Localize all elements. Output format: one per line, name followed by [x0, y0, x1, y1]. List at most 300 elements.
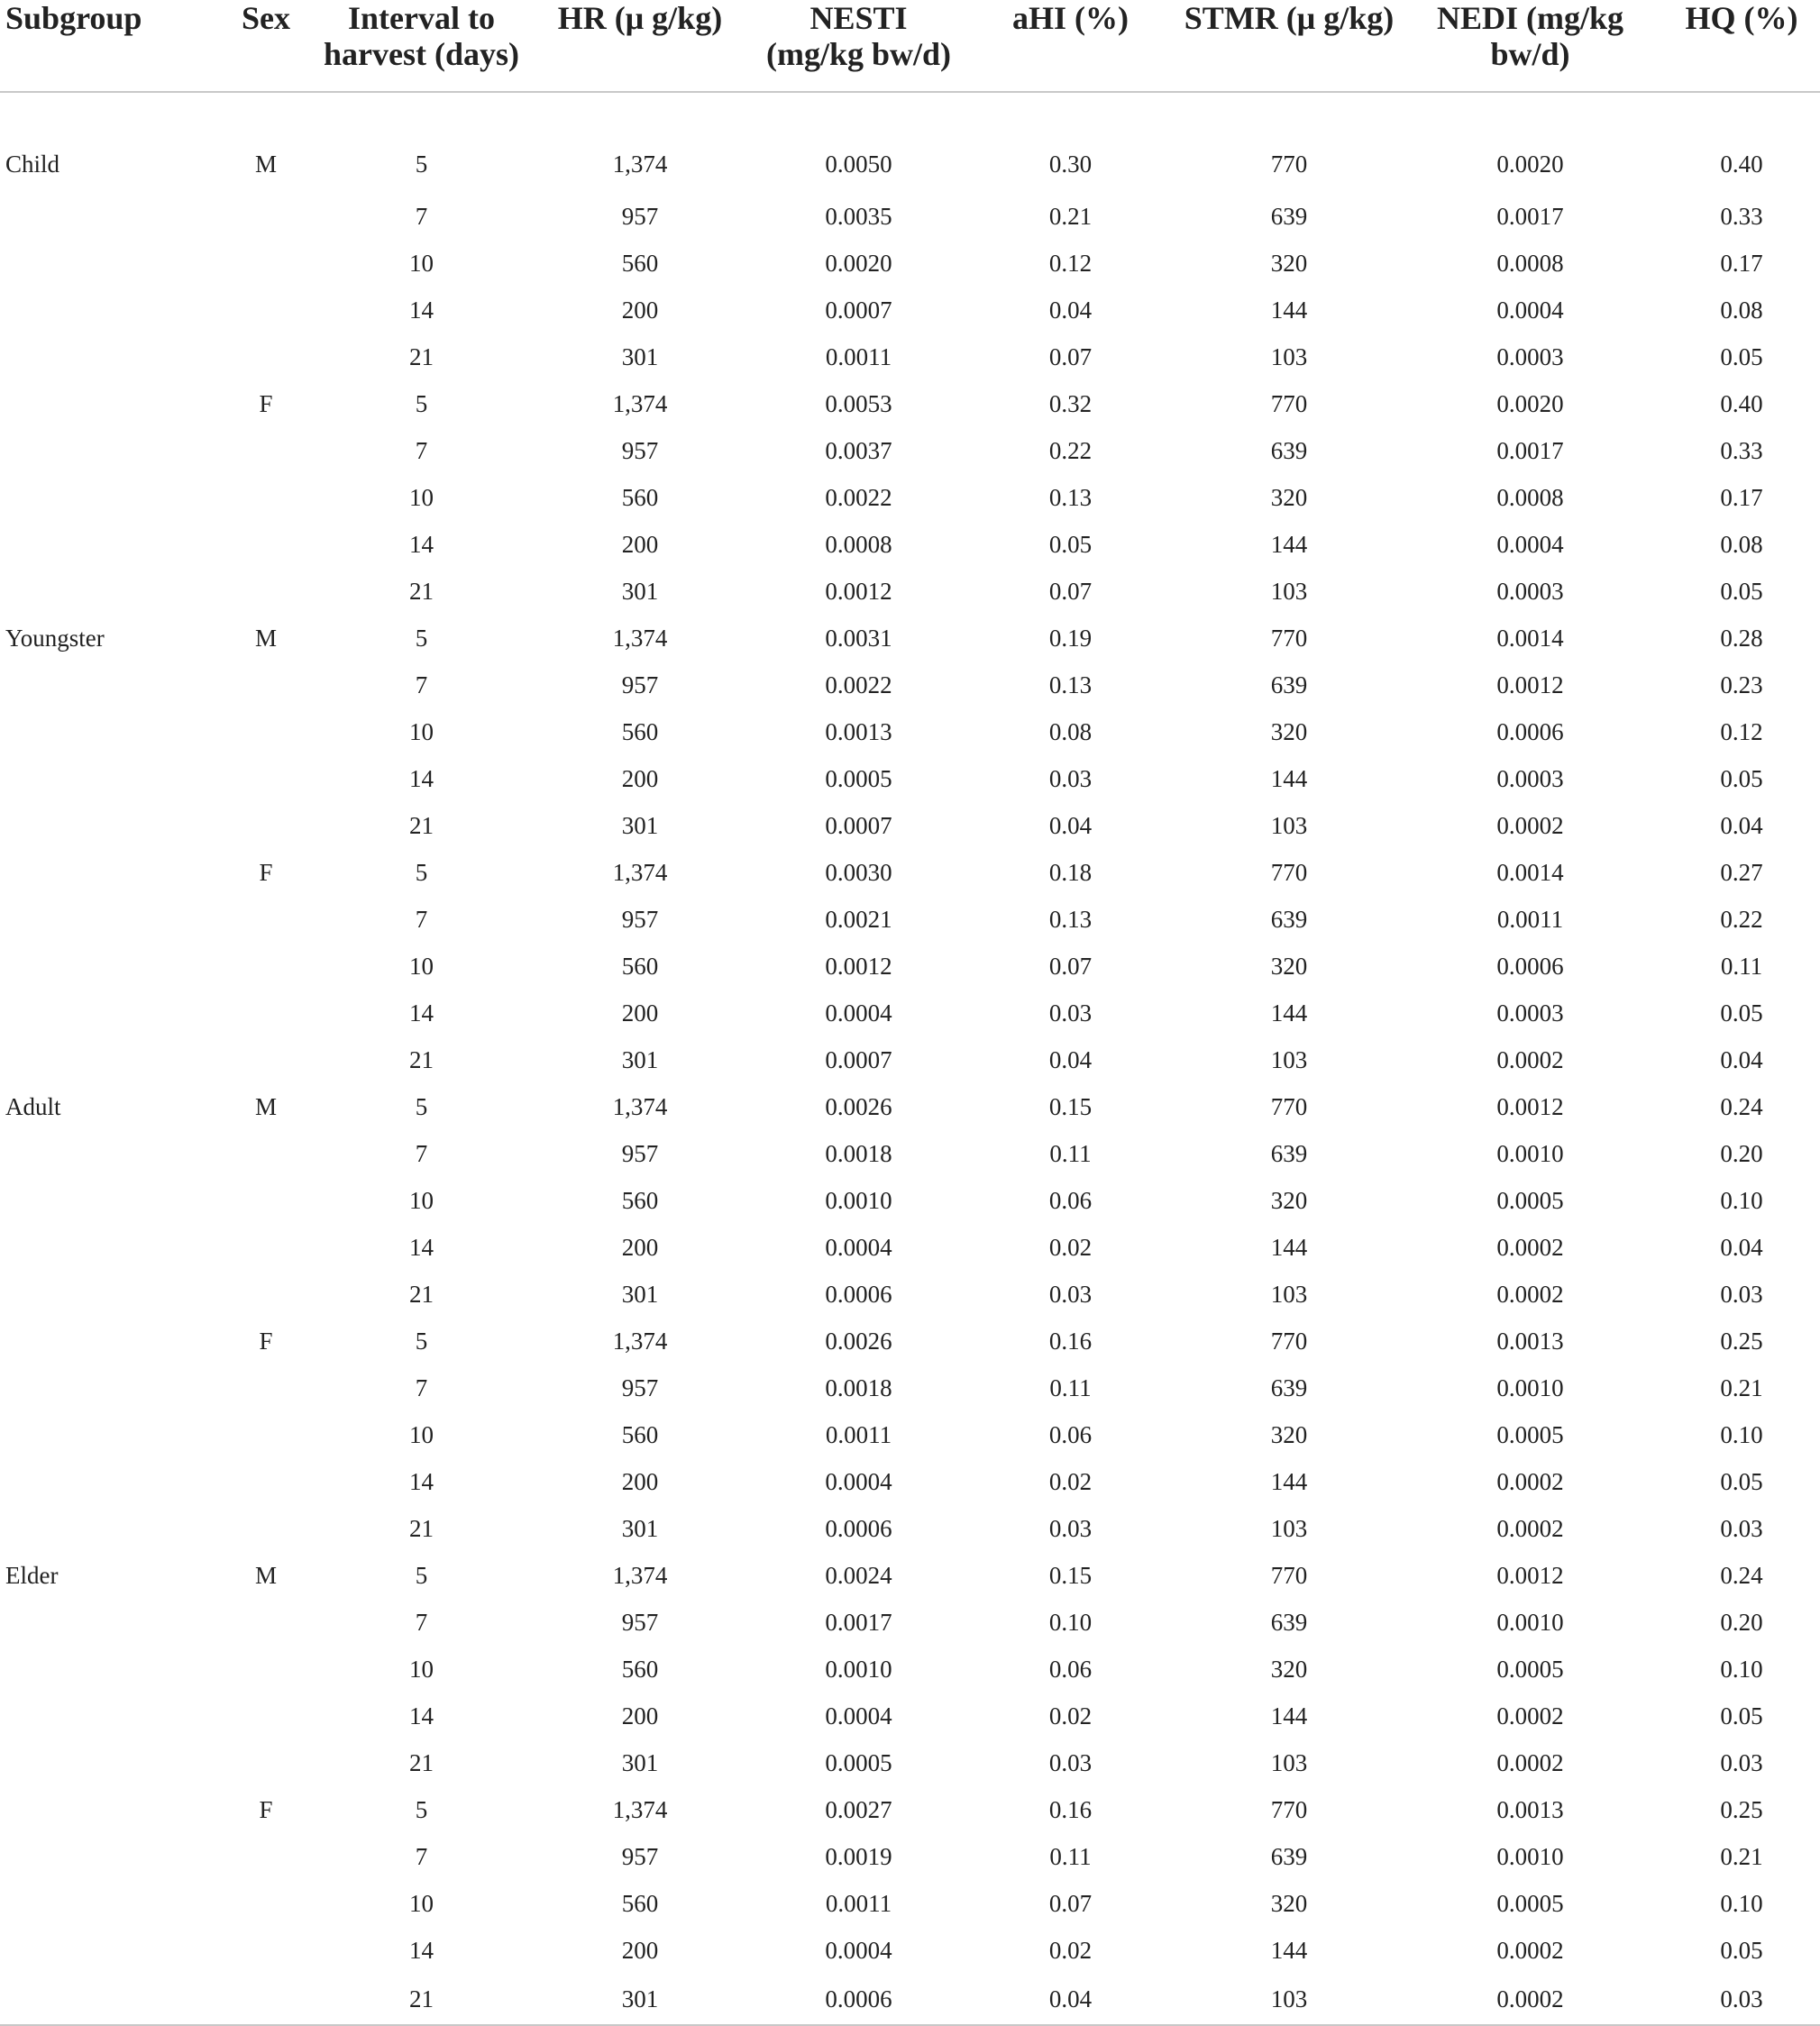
cell-subgroup: Adult	[5, 1092, 61, 1120]
cell-subgroup	[0, 380, 212, 427]
cell-nesti: 0.0020	[825, 249, 892, 277]
cell-hq: 0.05	[1720, 577, 1763, 605]
cell-nesti: 0.0018	[825, 1373, 892, 1401]
cell-sex	[212, 1599, 320, 1646]
cell-sex: F	[259, 1795, 273, 1823]
cell-hr: 1,374	[612, 624, 668, 652]
cell-hr: 560	[621, 483, 659, 511]
cell-hr: 200	[621, 1936, 659, 1964]
cell-hq: 0.23	[1720, 671, 1763, 698]
cell-hr: 957	[621, 436, 659, 464]
cell-sex	[212, 1505, 320, 1552]
cell-hq: 0.10	[1720, 1186, 1763, 1214]
cell-stmr: 103	[1270, 1748, 1308, 1776]
cell-hq: 0.03	[1720, 1748, 1763, 1776]
table-row	[0, 333, 1820, 380]
cell-subgroup: Elder	[5, 1561, 59, 1589]
cell-ahi: 0.06	[1048, 1186, 1093, 1214]
cell-nedi: 0.0008	[1496, 249, 1564, 277]
cell-nesti: 0.0018	[825, 1139, 892, 1167]
table-row	[0, 1224, 1820, 1271]
cell-ahi: 0.05	[1048, 530, 1093, 558]
cell-ahi: 0.11	[1049, 1139, 1092, 1167]
cell-stmr: 320	[1270, 717, 1308, 745]
cell-nedi: 0.0011	[1496, 905, 1564, 933]
cell-stmr: 320	[1270, 1889, 1308, 1917]
cell-sex	[212, 240, 320, 287]
cell-nedi: 0.0002	[1496, 1467, 1564, 1495]
table-row	[0, 193, 1820, 240]
cell-subgroup	[0, 1927, 212, 1974]
cell-nesti: 0.0011	[825, 1889, 892, 1917]
cell-nedi: 0.0005	[1496, 1889, 1564, 1917]
cell-nedi: 0.0005	[1496, 1655, 1564, 1683]
column-header-hr: HR (μ g/kg)	[523, 0, 757, 92]
table-row	[0, 1833, 1820, 1880]
cell-nedi: 0.0013	[1496, 1795, 1564, 1823]
cell-nesti: 0.0007	[825, 1045, 892, 1073]
cell-subgroup	[0, 662, 212, 708]
cell-ahi: 0.11	[1049, 1842, 1092, 1870]
cell-nesti: 0.0010	[825, 1186, 892, 1214]
cell-stmr: 144	[1270, 1467, 1308, 1495]
cell-nedi: 0.0020	[1496, 151, 1564, 178]
table-row	[0, 1318, 1820, 1364]
cell-nesti: 0.0011	[825, 1420, 892, 1448]
cell-interval: 14	[409, 296, 434, 324]
cell-stmr: 103	[1270, 342, 1308, 370]
cell-subgroup	[0, 1224, 212, 1271]
cell-sex	[212, 896, 320, 943]
cell-hq: 0.28	[1720, 624, 1763, 652]
cell-sex: M	[254, 1561, 277, 1589]
cell-sex: F	[259, 858, 273, 886]
cell-interval: 10	[409, 249, 434, 277]
cell-hq: 0.10	[1720, 1420, 1763, 1448]
table-row	[0, 427, 1820, 474]
cell-sex	[212, 193, 320, 240]
table-row	[0, 1880, 1820, 1927]
cell-hq: 0.08	[1720, 530, 1763, 558]
cell-subgroup	[0, 1833, 212, 1880]
cell-hr: 1,374	[612, 1092, 668, 1120]
cell-interval: 7	[415, 202, 428, 230]
cell-nesti: 0.0010	[825, 1655, 892, 1683]
table-row	[0, 1083, 1820, 1130]
cell-nedi: 0.0002	[1397, 1974, 1663, 2025]
cell-sex	[212, 568, 320, 615]
cell-hr: 957	[621, 671, 659, 698]
table-row	[0, 1646, 1820, 1693]
cell-sex	[212, 474, 320, 521]
cell-stmr: 770	[1270, 151, 1308, 178]
cell-sex	[212, 1411, 320, 1458]
cell-hq: 0.21	[1720, 1842, 1763, 1870]
cell-stmr: 639	[1270, 671, 1308, 698]
cell-ahi: 0.13	[1048, 483, 1093, 511]
cell-ahi: 0.15	[1048, 1561, 1093, 1589]
cell-sex: F	[259, 389, 273, 417]
cell-hr: 560	[621, 952, 659, 980]
column-header-subgroup: Subgroup	[0, 0, 212, 92]
cell-interval: 5	[415, 389, 428, 417]
table-row	[0, 1739, 1820, 1786]
cell-nedi: 0.0005	[1496, 1420, 1564, 1448]
cell-ahi: 0.04	[960, 1974, 1181, 2025]
cell-sex	[212, 662, 320, 708]
cell-stmr: 770	[1270, 1327, 1308, 1355]
cell-subgroup	[0, 1458, 212, 1505]
cell-nedi: 0.0002	[1496, 1280, 1564, 1308]
cell-subgroup	[0, 521, 212, 568]
cell-stmr: 770	[1270, 1092, 1308, 1120]
column-header-sex: Sex	[212, 0, 320, 92]
cell-nesti: 0.0013	[825, 717, 892, 745]
cell-subgroup	[0, 802, 212, 849]
cell-stmr: 770	[1270, 1795, 1308, 1823]
cell-ahi: 0.07	[1048, 1889, 1093, 1917]
cell-subgroup	[0, 240, 212, 287]
cell-nesti: 0.0031	[825, 624, 892, 652]
cell-stmr: 639	[1270, 1608, 1308, 1636]
cell-stmr: 103	[1270, 1514, 1308, 1542]
cell-hr: 560	[621, 1186, 659, 1214]
cell-nesti: 0.0027	[825, 1795, 892, 1823]
cell-subgroup	[0, 1271, 212, 1318]
cell-hr: 560	[621, 1889, 659, 1917]
cell-stmr: 144	[1270, 296, 1308, 324]
cell-hq: 0.05	[1720, 1467, 1763, 1495]
cell-hq: 0.05	[1720, 999, 1763, 1027]
table-row	[0, 380, 1820, 427]
cell-hr: 301	[621, 811, 659, 839]
cell-nedi: 0.0003	[1496, 999, 1564, 1027]
cell-subgroup	[0, 1505, 212, 1552]
cell-stmr: 144	[1270, 1936, 1308, 1964]
cell-hq: 0.05	[1720, 764, 1763, 792]
cell-hq: 0.33	[1720, 436, 1763, 464]
table-row	[0, 1552, 1820, 1599]
table-row	[0, 1693, 1820, 1739]
cell-sex	[212, 1693, 320, 1739]
cell-ahi: 0.02	[1048, 1936, 1093, 1964]
table-row	[0, 1177, 1820, 1224]
cell-interval: 21	[409, 1280, 434, 1308]
cell-hq: 0.27	[1720, 858, 1763, 886]
cell-hq: 0.11	[1720, 952, 1763, 980]
cell-interval: 21	[409, 577, 434, 605]
cell-subgroup	[0, 333, 212, 380]
cell-nedi: 0.0002	[1496, 1748, 1564, 1776]
cell-subgroup: Child	[5, 151, 60, 178]
cell-stmr: 103	[1181, 1974, 1397, 2025]
cell-sex	[212, 1130, 320, 1177]
cell-nedi: 0.0014	[1496, 858, 1564, 886]
cell-stmr: 320	[1270, 1186, 1308, 1214]
cell-ahi: 0.07	[1048, 952, 1093, 980]
cell-ahi: 0.03	[1048, 999, 1093, 1027]
cell-ahi: 0.15	[1048, 1092, 1093, 1120]
cell-sex	[212, 287, 320, 333]
cell-nesti: 0.0007	[825, 296, 892, 324]
cell-interval: 7	[415, 1842, 428, 1870]
cell-sex: M	[254, 624, 277, 652]
cell-sex	[212, 333, 320, 380]
cell-sex: F	[259, 1327, 273, 1355]
cell-stmr: 639	[1270, 1139, 1308, 1167]
table-row	[0, 1411, 1820, 1458]
cell-subgroup	[0, 896, 212, 943]
cell-interval: 14	[409, 1467, 434, 1495]
cell-interval: 14	[409, 764, 434, 792]
cell-hr: 1,374	[612, 151, 668, 178]
cell-hq: 0.40	[1720, 389, 1763, 417]
cell-stmr: 103	[1270, 577, 1308, 605]
cell-nesti: 0.0008	[825, 530, 892, 558]
cell-nesti: 0.0035	[825, 202, 892, 230]
cell-sex	[212, 1646, 320, 1693]
table-row	[0, 1364, 1820, 1411]
cell-hr: 200	[621, 1467, 659, 1495]
cell-hq: 0.05	[1720, 1702, 1763, 1729]
cell-ahi: 0.18	[1048, 858, 1093, 886]
header-row	[0, 0, 1820, 92]
cell-nedi: 0.0003	[1496, 342, 1564, 370]
cell-nesti: 0.0026	[825, 1092, 892, 1120]
cell-stmr: 320	[1270, 483, 1308, 511]
cell-ahi: 0.03	[1048, 1514, 1093, 1542]
cell-hr: 301	[621, 1748, 659, 1776]
cell-sex: M	[254, 1092, 277, 1120]
cell-ahi: 0.22	[1048, 436, 1093, 464]
cell-stmr: 639	[1270, 1842, 1308, 1870]
cell-nesti: 0.0004	[825, 1233, 892, 1261]
cell-subgroup	[0, 1364, 212, 1411]
cell-interval: 5	[415, 1327, 428, 1355]
cell-hq: 0.10	[1720, 1655, 1763, 1683]
cell-hr: 200	[621, 999, 659, 1027]
table-row	[0, 755, 1820, 802]
cell-hr: 200	[621, 296, 659, 324]
cell-nesti: 0.0011	[825, 342, 892, 370]
cell-hq: 0.03	[1720, 1514, 1763, 1542]
cell-nesti: 0.0024	[825, 1561, 892, 1589]
cell-stmr: 770	[1270, 389, 1308, 417]
cell-nedi: 0.0017	[1496, 202, 1564, 230]
cell-subgroup	[0, 568, 212, 615]
table-row	[0, 615, 1820, 662]
cell-stmr: 144	[1270, 1233, 1308, 1261]
table-row	[0, 849, 1820, 896]
cell-hq: 0.04	[1720, 1233, 1763, 1261]
cell-interval: 10	[409, 1889, 434, 1917]
cell-sex	[212, 1833, 320, 1880]
cell-ahi: 0.02	[1048, 1233, 1093, 1261]
cell-stmr: 144	[1270, 530, 1308, 558]
column-header-interval: Interval to harvest (days)	[320, 0, 523, 92]
cell-sex	[212, 1880, 320, 1927]
table-row	[0, 1036, 1820, 1083]
cell-stmr: 770	[1270, 1561, 1308, 1589]
cell-interval: 5	[415, 1795, 428, 1823]
cell-subgroup	[0, 755, 212, 802]
cell-interval: 14	[409, 1702, 434, 1729]
cell-hr: 301	[621, 342, 659, 370]
cell-hr: 301	[621, 1514, 659, 1542]
cell-nedi: 0.0012	[1496, 671, 1564, 698]
cell-interval: 7	[415, 1373, 428, 1401]
table-row	[0, 1271, 1820, 1318]
table-row	[0, 521, 1820, 568]
table-row	[0, 287, 1820, 333]
cell-ahi: 0.10	[1048, 1608, 1093, 1636]
cell-hr: 1,374	[612, 1561, 668, 1589]
cell-hq: 0.25	[1720, 1327, 1763, 1355]
cell-subgroup	[0, 1693, 212, 1739]
table-row	[0, 943, 1820, 990]
cell-sex	[212, 1177, 320, 1224]
cell-ahi: 0.11	[1049, 1373, 1092, 1401]
cell-ahi: 0.12	[1048, 249, 1093, 277]
cell-subgroup	[0, 1880, 212, 1927]
cell-nedi: 0.0017	[1496, 436, 1564, 464]
cell-subgroup	[0, 1036, 212, 1083]
cell-hq: 0.03	[1663, 1974, 1820, 2025]
cell-stmr: 320	[1270, 249, 1308, 277]
table-row	[0, 990, 1820, 1036]
cell-nedi: 0.0004	[1496, 296, 1564, 324]
cell-hq: 0.10	[1720, 1889, 1763, 1917]
cell-interval: 14	[409, 530, 434, 558]
cell-hq: 0.20	[1720, 1608, 1763, 1636]
cell-sex	[212, 755, 320, 802]
cell-nedi: 0.0014	[1496, 624, 1564, 652]
cell-hr: 957	[621, 1373, 659, 1401]
table-row	[0, 92, 1820, 193]
cell-stmr: 144	[1270, 999, 1308, 1027]
cell-sex	[212, 1224, 320, 1271]
column-header-hq: HQ (%)	[1663, 0, 1820, 92]
cell-hr: 200	[621, 1233, 659, 1261]
cell-sex	[212, 1364, 320, 1411]
cell-hq: 0.05	[1720, 1936, 1763, 1964]
column-header-ahi: aHI (%)	[960, 0, 1181, 92]
cell-interval: 10	[409, 483, 434, 511]
cell-hq: 0.24	[1720, 1092, 1763, 1120]
cell-ahi: 0.32	[1048, 389, 1093, 417]
cell-hr: 301	[621, 577, 659, 605]
cell-stmr: 144	[1270, 764, 1308, 792]
cell-nedi: 0.0008	[1496, 483, 1564, 511]
table-row	[0, 568, 1820, 615]
cell-nedi: 0.0002	[1496, 1936, 1564, 1964]
cell-subgroup	[0, 1786, 212, 1833]
cell-stmr: 320	[1270, 1655, 1308, 1683]
cell-hr: 200	[621, 764, 659, 792]
cell-nesti: 0.0006	[757, 1974, 960, 2025]
cell-ahi: 0.19	[1048, 624, 1093, 652]
cell-nesti: 0.0037	[825, 436, 892, 464]
cell-nedi: 0.0010	[1496, 1608, 1564, 1636]
cell-sex	[212, 1739, 320, 1786]
cell-interval: 7	[415, 905, 428, 933]
cell-interval: 10	[409, 717, 434, 745]
cell-subgroup	[0, 849, 212, 896]
cell-hq: 0.12	[1720, 717, 1763, 745]
cell-hq: 0.03	[1720, 1280, 1763, 1308]
cell-hq: 0.21	[1720, 1373, 1763, 1401]
cell-nedi: 0.0012	[1496, 1092, 1564, 1120]
cell-nesti: 0.0021	[825, 905, 892, 933]
cell-nesti: 0.0022	[825, 483, 892, 511]
cell-sex	[212, 802, 320, 849]
cell-nedi: 0.0013	[1496, 1327, 1564, 1355]
cell-hr: 200	[621, 530, 659, 558]
cell-interval: 5	[415, 1561, 428, 1589]
cell-ahi: 0.04	[1048, 1045, 1093, 1073]
column-header-nedi: NEDI (mg/kg bw/d)	[1397, 0, 1663, 92]
cell-hr: 1,374	[612, 858, 668, 886]
cell-ahi: 0.03	[1048, 764, 1093, 792]
cell-ahi: 0.16	[1048, 1795, 1093, 1823]
cell-stmr: 639	[1270, 436, 1308, 464]
cell-ahi: 0.07	[1048, 577, 1093, 605]
table-row	[0, 1458, 1820, 1505]
cell-hq: 0.04	[1720, 811, 1763, 839]
cell-subgroup	[0, 287, 212, 333]
cell-ahi: 0.07	[1048, 342, 1093, 370]
cell-sex	[212, 943, 320, 990]
cell-hr: 200	[621, 1702, 659, 1729]
cell-hq: 0.05	[1720, 342, 1763, 370]
table-row	[0, 1505, 1820, 1552]
cell-subgroup	[0, 1646, 212, 1693]
cell-nesti: 0.0004	[825, 1467, 892, 1495]
cell-ahi: 0.06	[1048, 1420, 1093, 1448]
cell-subgroup	[0, 1177, 212, 1224]
cell-ahi: 0.06	[1048, 1655, 1093, 1683]
cell-stmr: 770	[1270, 858, 1308, 886]
cell-nesti: 0.0004	[825, 1936, 892, 1964]
cell-ahi: 0.02	[1048, 1702, 1093, 1729]
cell-subgroup	[0, 1739, 212, 1786]
cell-sex	[212, 1458, 320, 1505]
cell-nedi: 0.0004	[1496, 530, 1564, 558]
cell-subgroup	[0, 708, 212, 755]
cell-subgroup	[0, 1599, 212, 1646]
cell-ahi: 0.16	[1048, 1327, 1093, 1355]
cell-ahi: 0.03	[1048, 1280, 1093, 1308]
cell-hq: 0.22	[1720, 905, 1763, 933]
table-row	[0, 1599, 1820, 1646]
cell-sex	[212, 1927, 320, 1974]
table-row	[0, 474, 1820, 521]
cell-ahi: 0.04	[1048, 811, 1093, 839]
cell-hq: 0.08	[1720, 296, 1763, 324]
cell-interval: 21	[409, 1514, 434, 1542]
cell-nedi: 0.0005	[1496, 1186, 1564, 1214]
cell-stmr: 639	[1270, 202, 1308, 230]
cell-nesti: 0.0006	[825, 1514, 892, 1542]
cell-nedi: 0.0012	[1496, 1561, 1564, 1589]
cell-hr: 1,374	[612, 1795, 668, 1823]
table-row	[0, 240, 1820, 287]
cell-sex	[212, 1036, 320, 1083]
cell-nedi: 0.0002	[1496, 811, 1564, 839]
cell-interval: 10	[409, 952, 434, 980]
cell-hq: 0.20	[1720, 1139, 1763, 1167]
cell-nesti: 0.0007	[825, 811, 892, 839]
